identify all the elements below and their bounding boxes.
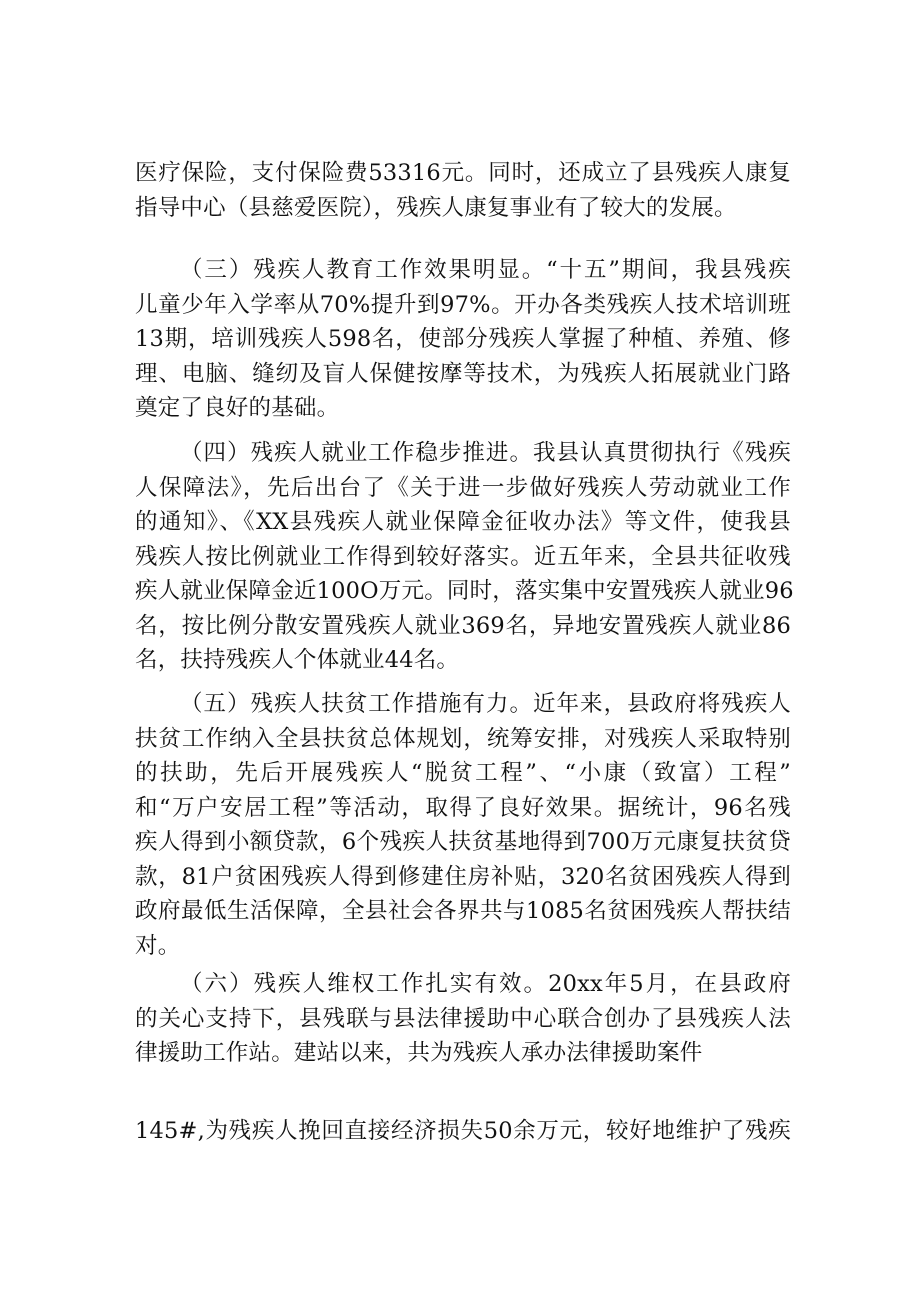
text-line: 名，按比例分散安置残疾人就业369名，异地安置残疾人就业86 bbox=[135, 612, 791, 639]
text-line: 13期，培训残疾人598名，使部分残疾人掌握了种植、养殖、修 bbox=[135, 326, 791, 352]
paragraph-education bbox=[135, 253, 791, 426]
text-line: （四）残疾人就业工作稳步推进。我县认真贯彻执行《残疾 bbox=[180, 440, 791, 466]
paragraph-rights-protection bbox=[135, 967, 791, 1071]
text-line: （五）残疾人扶贫工作措施有力。近年来，县政府将残疾人 bbox=[180, 691, 791, 717]
text-line: 疾人得到小额贷款，6个残疾人扶贫基地得到700万元康复扶贫贷 bbox=[135, 829, 791, 855]
text-line: 名，扶持残疾人个体就业44名。 bbox=[135, 647, 460, 673]
text-line: 理、电脑、缝纫及盲人保健按摩等技术，为残疾人拓展就业门路 bbox=[135, 360, 791, 387]
text-line: 和“万户安居工程”等活动，取得了良好效果。据统计，96名残 bbox=[135, 794, 791, 821]
paragraph-medical-insurance bbox=[135, 156, 791, 225]
text-line: 疾人就业保障金近100O万元。同时，落实集中安置残疾人就业96 bbox=[135, 578, 794, 604]
text-line: 扶贫工作纳入全县扶贫总体规划，统筹安排，对残疾人采取特别 bbox=[135, 725, 791, 752]
text-line: 145#,为残疾人挽回直接经济损失50余万元，较好地维护了残疾 bbox=[135, 1118, 791, 1144]
text-line: 人保障法》，先后出台了《关于进一步做好残疾人劳动就业工作 bbox=[135, 474, 791, 501]
text-line: 的扶助，先后开展残疾人“脱贫工程”、“小康（致富）工程” bbox=[135, 760, 791, 786]
text-line: 的通知》、《XX县残疾人就业保障金征收办法》等文件，使我县 bbox=[135, 509, 791, 535]
text-line: 的关心支持下，县残联与县法律援助中心联合创办了县残疾人法 bbox=[135, 1005, 791, 1032]
text-line: 律援助工作站。建站以来，共为残疾人承办法律援助案件 bbox=[135, 1040, 703, 1066]
paragraph-employment bbox=[135, 436, 794, 678]
text-line: 指导中心（县慈爱医院），残疾人康复事业有了较大的发展。 bbox=[135, 194, 737, 221]
paragraph-legal-aid-cases bbox=[135, 1114, 791, 1149]
text-line: 医疗保险，支付保险费53316元。同时，还成立了县残疾人康复 bbox=[135, 160, 791, 186]
text-line: 残疾人按比例就业工作得到较好落实。近五年来，全县共征收残 bbox=[135, 543, 791, 570]
text-line: 政府最低生活保障，全县社会各界共与1085名贫困残疾人帮扶结 bbox=[135, 898, 791, 924]
paragraph-poverty-relief bbox=[135, 687, 791, 963]
text-line: 款，81户贫困残疾人得到修建住房补贴，320名贫困残疾人得到 bbox=[135, 863, 791, 890]
text-line: 奠定了良好的基础。 bbox=[135, 395, 340, 421]
text-line: 儿童少年入学率从70%提升到97%。开办各类残疾人技术培训班 bbox=[135, 291, 791, 318]
text-line: 对。 bbox=[135, 932, 181, 959]
text-line: （六）残疾人维权工作扎实有效。20xx年5月，在县政府 bbox=[180, 971, 791, 997]
text-line: （三）残疾人教育工作效果明显。“十五”期间，我县残疾 bbox=[180, 257, 791, 283]
